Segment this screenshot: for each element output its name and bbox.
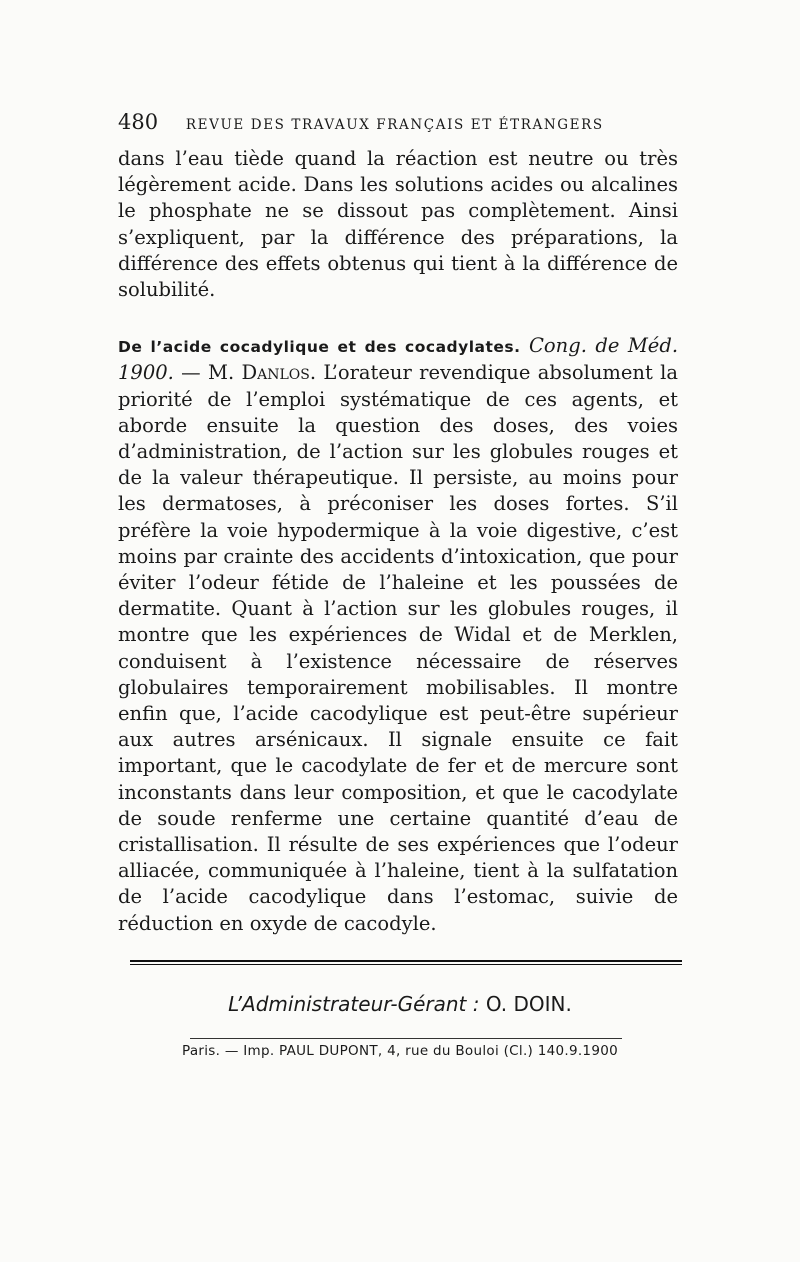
gerant-label: L’Administrateur-Gérant : xyxy=(228,992,480,1016)
page-number: 480 xyxy=(118,110,159,134)
imprint-rule xyxy=(190,1038,622,1039)
printer-imprint: Paris. — Imp. PAUL DUPONT, 4, rue du Bouloi (Cl.) 140.9.1900 xyxy=(182,1043,618,1059)
author-dash: — M. xyxy=(173,361,242,385)
administrator-line xyxy=(0,992,800,1016)
article-source: Cong. de Méd. 1900. xyxy=(118,334,679,385)
page-header xyxy=(118,110,678,134)
article-title: De l’acide cocadylique et des cocadylates. xyxy=(118,338,521,357)
article-paragraph xyxy=(118,333,678,937)
article-author: Danlos xyxy=(241,361,310,385)
running-title: REVUE DES TRAVAUX FRANÇAIS ET ÉTRANGERS xyxy=(185,117,604,133)
footer-double-rule xyxy=(130,960,682,965)
body-text xyxy=(118,146,678,937)
paragraph-continuation: dans l’eau tiède quand la réaction est neutre ou très légèrement acide. Dans les solutions acides ou alcalines le phosphate ne se dissout pas complètement. Ainsi s’expliquent, par la différence des préparations, la différence des effets obtenus qui tient à la différence de solubilité. xyxy=(118,147,678,302)
article-text: . L’orateur revendique absolument la priorité de l’emploi systématique de ces agents, et aborde ensuite la question des doses, des voies d’administration, de l’action sur les globules rouges et de la valeur thérapeutique. Il persiste, au moins pour les dermatoses, à préconiser les doses fortes. S’il préfère la voie hypodermique à la voie digestive, c’est moins par crainte des accidents d’intoxication, que pour éviter l’odeur fétide de l’haleine et les poussées de dermatite. Quant à l’action sur les globules rouges, il montre que les expériences de Widal et de Merklen, conduisent à l’existence nécessaire de réserves globulaires temporairement mobilisables. Il montre enfin que, l’acide cacodylique est peut-être supérieur aux autres arsénicaux. Il signale ensuite ce fait important, que le cacodylate de fer et de mercure sont inconstants dans leur composition, et que le cacodylate de soude renferme une certaine quantité d’eau de cristallisation. Il résulte de ses expériences que l’odeur alliacée, communiquée à l’haleine, tient à la sulfatation de l’acide cacodylique dans l’estomac, suivie de réduction en oxyde de cacodyle. xyxy=(118,361,678,935)
gerant-name: O. DOIN. xyxy=(479,992,572,1016)
